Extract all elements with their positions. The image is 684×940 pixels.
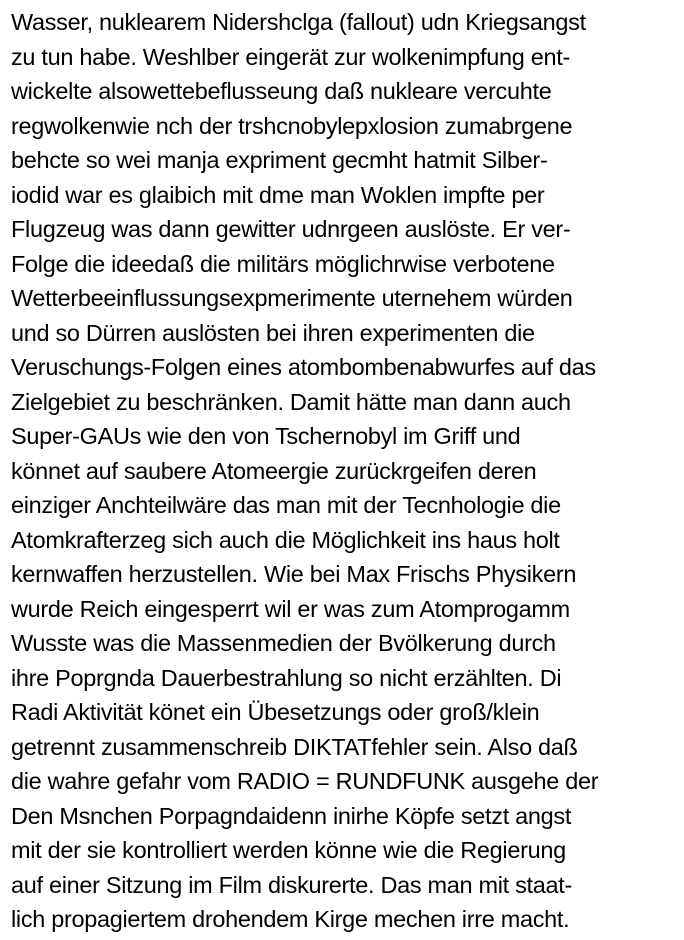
body-text bbox=[11, 5, 683, 937]
text-line: kernwaffen herzustellen. Wie bei Max Frischs Physikern bbox=[11, 561, 577, 587]
text-line: lich propagiertem drohendem Kirge mechen irre macht. bbox=[11, 906, 570, 932]
text-line: wickelte alsowettebeflusseung daß nukleare vercuhte bbox=[11, 78, 552, 104]
text-line: behcte so wei manja expriment gecmht hatmit Silber- bbox=[11, 147, 548, 173]
text-line: iodid war es glaibich mit dme man Woklen impfte per bbox=[11, 181, 545, 208]
text-line: Wasser, nuklearem Nidershclga (fallout) udn Kriegsangst bbox=[11, 9, 586, 35]
text-line: ihre Poprgnda Dauerbestrahlung so nicht erzählten. Di bbox=[11, 664, 562, 691]
text-line: auf einer Sitzung im Film diskurerte. Das man mit staat- bbox=[11, 871, 572, 898]
text-line: Veruschungs-Folgen eines atombombenabwurfes auf das bbox=[11, 354, 596, 380]
text-line: mit der sie kontrolliert werden könne wie die Regierung bbox=[11, 837, 566, 863]
text-line: Zielgebiet zu beschränken. Damit hätte man dann auch bbox=[11, 388, 571, 415]
text-line: die wahre gefahr vom RADIO = RUNDFUNK ausgehe der bbox=[11, 768, 599, 794]
text-line: könnet auf saubere Atomeergie zurückrgeifen deren bbox=[11, 457, 537, 484]
text-line: Wusste was die Massenmedien der Bvölkerung durch bbox=[11, 630, 556, 656]
text-line: Radi Aktivität könet ein Übesetzungs oder groß/klein bbox=[11, 699, 540, 725]
text-line: Super-GAUs wie den von Tschernobyl im Griff und bbox=[11, 423, 521, 449]
text-line: einziger Anchteilwäre das man mit der Tecnhologie die bbox=[11, 492, 561, 518]
text-line: regwolkenwie nch der trshcnobylepxlosion zumabrgene bbox=[11, 112, 573, 139]
text-line: Flugzeug was dann gewitter udnrgeen auslöste. Er ver- bbox=[11, 216, 571, 242]
text-line: Atomkrafterzeg sich auch die Möglichkeit ins haus holt bbox=[11, 526, 560, 553]
text-line: Den Msnchen Porpagndaidenn inirhe Köpfe setzt angst bbox=[11, 802, 572, 829]
text-line: Wetterbeeinflussungsexpmerimente uternehem würden bbox=[11, 285, 573, 311]
text-line: zu tun habe. Weshlber eingerät zur wolkenimpfung ent- bbox=[11, 43, 570, 70]
text-line: getrennt zusammenschreib DIKTATfehler sein. Also daß bbox=[11, 733, 578, 760]
text-line: Folge die ideedaß die militärs möglichrwise verbotene bbox=[11, 250, 555, 277]
text-line: wurde Reich eingesperrt wil er was zum Atomprogamm bbox=[11, 595, 570, 622]
text-line: und so Dürren auslösten bei ihren experimenten die bbox=[11, 319, 535, 346]
